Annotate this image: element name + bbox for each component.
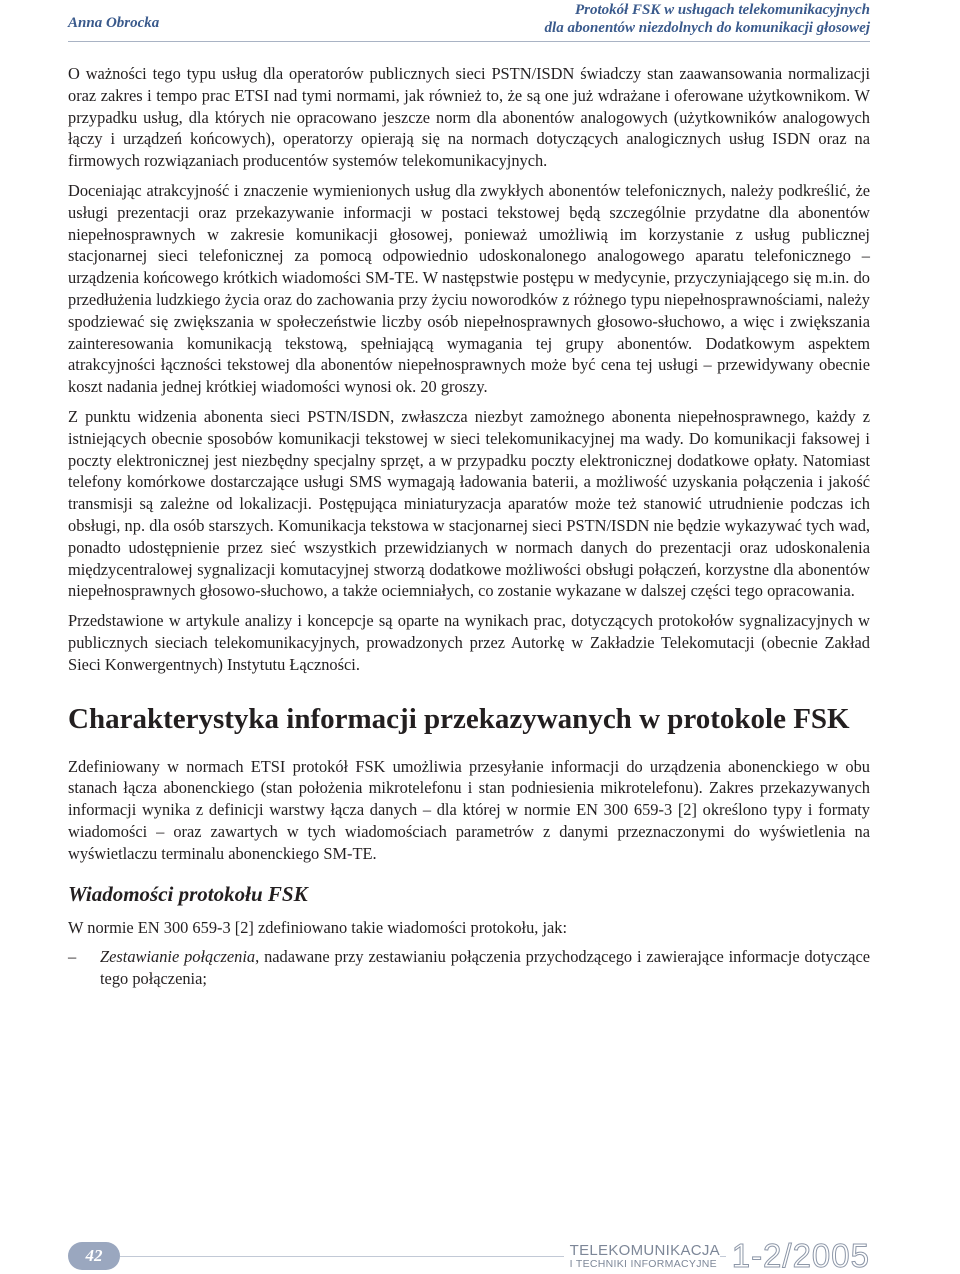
- journal-name: [564, 1243, 720, 1270]
- section-heading: Charakterystyka informacji przekazywanych w protokole FSK: [68, 702, 850, 735]
- paragraph-intro-2: Doceniając atrakcyjność i znaczenie wymienionych usług dla zwykłych abonentów telefonicznych, należy podkreślić, że usługi prezentacji oraz przekazywanie informacji w postaci tekstowej będą szczególnie przydatne dla abonentów niepełnosprawnych w zakresie komunikacji głosowej, ponieważ umożliwią im korzystanie z usług publicznej stacjonarnej sieci telefonicznej za pomocą odpowiednio udoskonalonego analogowego aparatu telefonicznego – urządzenia końcowego krótkich wiadomości SM-TE. W następstwie postępu w medycynie, przyczyniającego się m.in. do przedłużenia ludzkiego życia oraz do zachowania przy życiu noworodków z różnego typu niepełnosprawnościami, należy spodziewać się zwiększania w społeczeństwie liczby osób niepełnosprawnych głosowo-słuchowo, a więc i zwiększania zainteresowania komunikacją tekstową, spełniającą wymagania tej grupy abonentów. Dodatkowym aspektem atrakcyjności łączności tekstowej dla abonentów niepełnosprawnych może być cena tej usługi – przewidywany obecnie koszt nadania jednej krótkiej wiadomości wynosi ok. 20 groszy.: [68, 180, 870, 397]
- subsection-heading: Wiadomości protokołu FSK: [68, 881, 308, 906]
- paragraph-intro-4: Przedstawione w artykule analizy i koncepcje są oparte na wynikach prac, dotyczących protokołów sygnalizacyjnych w publicznych sieciach telekomunikacyjnych, prowadzonych przez Autorkę w Zakładzie Telekomutacji (obecnie Zakład Sieci Konwergentnych) Instytutu Łączności.: [68, 611, 870, 674]
- list-dash: –: [68, 947, 77, 967]
- article-body: [68, 63, 870, 990]
- header-title: [545, 1, 870, 37]
- list-item-text: , nadawane przy zestawianiu połączenia przychodzącego i zawierające informacje dotyczące tego połączenia;: [100, 947, 870, 989]
- journal-name-line1: TELEKOMUNIKACJA: [569, 1242, 720, 1259]
- journal-name-line2: I TECHNIKI INFORMACYJNE: [569, 1258, 717, 1270]
- paragraph-intro-1: O ważności tego typu usług dla operatorów publicznych sieci PSTN/ISDN świadczy stan zaawansowania normalizacji oraz zakres i tempo prac ETSI nad tymi normami, jak również to, że są one już wdrażane i oferowane użytkownikom. W przypadku usług, dla których nie opracowano jeszcze norm dla abonentów analogowych (użytkowników analogowych łączy i urządzeń końcowych), operatorzy opierają się na normach dotyczących analogicznych usług ISDN oraz na firmowych rozwiązaniach producentów systemów telekomunikacyjnych.: [68, 64, 870, 171]
- issue-number: 1-2/2005: [726, 1240, 870, 1271]
- header-title-line2: dla abonentów niezdolnych do komunikacji głosowej: [544, 20, 870, 36]
- header-title-line1: Protokół FSK w usługach telekomunikacyjnych: [574, 2, 870, 18]
- page-footer: [68, 1237, 870, 1274]
- page-header: [68, 0, 870, 46]
- list-item: [68, 946, 870, 990]
- paragraph-intro-3: Z punktu widzenia abonenta sieci PSTN/ISDN, zwłaszcza niezbyt zamożnego abonenta niepełnosprawnego, każdy z istniejących obecnie sposobów komunikacji tekstowej w sieci telekomunikacyjnej ma wady. Do komunikacji faksowej i poczty elektronicznej jest niezbędny specjalny sprzęt, a w przypadku poczty elektronicznej dodatkowe opłaty. Natomiast telefony komórkowe dostarczające usługi SMS wymagają ładowania baterii, a możliwość uzyskania połączenia i jakość transmisji są zależne od lokalizacji. Postępująca miniaturyzacja aparatów może też stanowić utrudnienie podczas ich obsługi, np. dla osób starszych. Komunikacja tekstowa w stacjonarnej sieci PSTN/ISDN nie będzie wykazywać tych wad, ponadto udostępnienie przez sieć wszystkich przewidzianych w normach danych do prezentacji oraz udoskonalenia międzycentralowej sygnalizacji komutacyjnej stworzą dodatkowe możliwości obsługi połączeń, korzystne dla abonentów niepełnosprawnych głosowo-słuchowo, a także ociemniałych, co zostanie wykazane w dalszej części tego opracowania.: [68, 406, 870, 601]
- header-author: Anna Obrocka: [68, 15, 160, 31]
- section-paragraph: Zdefiniowany w normach ETSI protokół FSK umożliwia przesyłanie informacji do urządzenia abonenckiego w obu stanach łącza abonenckiego (stan położenia mikrotelefonu i stan podniesienia mikrotelefonu). Zakres przekazywanych informacji wynika z definicji warstwy łącza danych – dla której w normie EN 300 659-3 [2] określono typy i formaty wiadomości – oraz zawartych w tych wiadomościach parametrów z danymi przeznaczonymi do wyświetlenia na wyświetlaczu terminalu abonenckiego SM-TE.: [68, 756, 870, 863]
- list-item-term: Zestawianie połączenia: [100, 947, 256, 967]
- header-rule: [68, 41, 870, 42]
- page-number-badge: 42: [68, 1242, 120, 1270]
- subsection-paragraph: W normie EN 300 659-3 [2] zdefiniowano takie wiadomości protokołu, jak:: [68, 917, 568, 937]
